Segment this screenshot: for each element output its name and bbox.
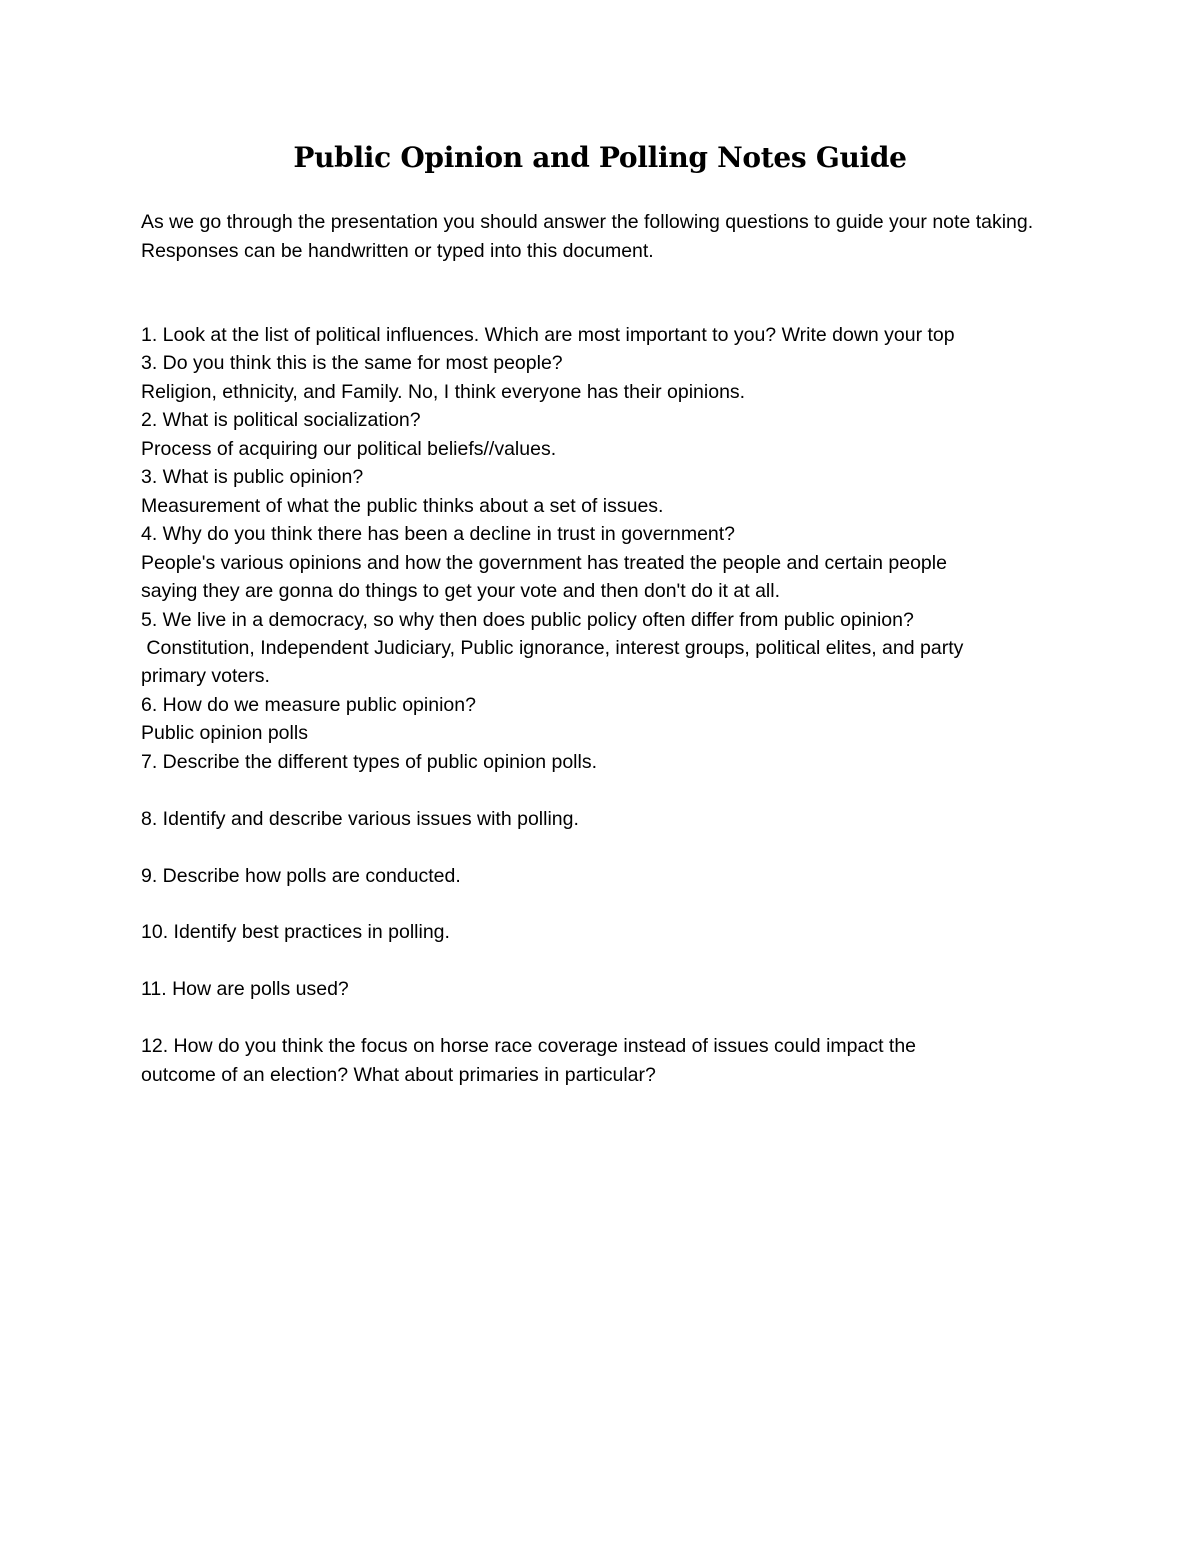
question-line: 3. What is public opinion? [141, 466, 364, 489]
question-line: 5. We live in a democracy, so why then does public policy often differ from public opinion? [141, 608, 914, 631]
question-line: 2. What is political socialization? [141, 409, 421, 432]
blank-line [141, 1004, 1071, 1032]
question-line: outcome of an election? What about primaries in particular? [141, 1063, 656, 1086]
question-line: 1. Look at the list of political influences. Which are most important to you? Write down your top [141, 324, 955, 346]
question-line: 10. Identify best practices in polling. [141, 921, 450, 944]
intro-text: As we go through the presentation you should answer the following questions to guide your note taking. Responses can be handwritten or typed into this document. [141, 211, 1034, 262]
question-line: 4. Why do you think there has been a decline in trust in government? [141, 523, 736, 546]
answer-line: Measurement of what the public thinks about a set of issues. [141, 494, 664, 517]
intro-paragraph [141, 208, 1071, 265]
questions-list [141, 321, 1071, 1089]
answer-line: saying they are gonna do things to get your vote and then don't do it at all. [141, 580, 780, 603]
question-line: 3. Do you think this is the same for most people? [141, 352, 563, 375]
answer-line: Religion, ethnicity, and Family. No, I think everyone has their opinions. [141, 380, 746, 403]
answer-line: Public opinion polls [141, 722, 308, 745]
document-title: Public Opinion and Polling Notes Guide [293, 141, 907, 174]
answer-line: People's various opinions and how the government has treated the people and certain people [141, 551, 947, 574]
blank-line [141, 776, 1071, 804]
answer-line: Constitution, Independent Judiciary, Public ignorance, interest groups, political elites, and party [141, 636, 964, 659]
question-line: 6. How do we measure public opinion? [141, 693, 476, 716]
question-line: 7. Describe the different types of public opinion polls. [141, 750, 597, 773]
answer-line: Process of acquiring our political beliefs//values. [141, 437, 557, 460]
question-line: 9. Describe how polls are conducted. [141, 864, 461, 887]
blank-line [141, 947, 1071, 975]
question-line: 11. How are polls used? [141, 978, 349, 1001]
answer-line: primary voters. [141, 665, 270, 688]
blank-line [141, 833, 1071, 861]
question-line: 8. Identify and describe various issues with polling. [141, 807, 579, 830]
blank-line [141, 890, 1071, 918]
question-line: 12. How do you think the focus on horse race coverage instead of issues could impact the [141, 1035, 917, 1058]
